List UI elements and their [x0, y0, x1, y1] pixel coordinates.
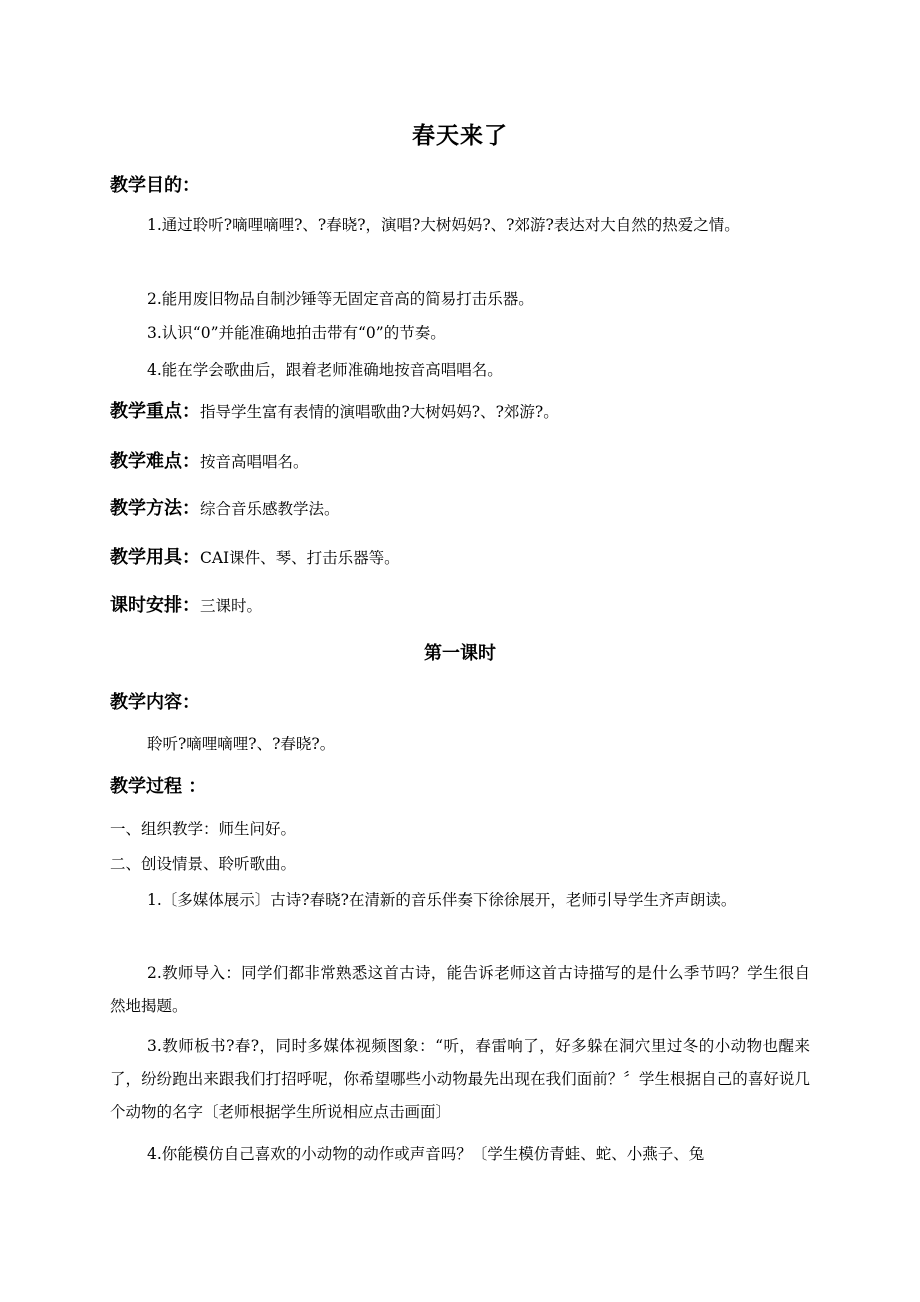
objective-item-3: 3.认识“0”并能准确地拍击带有“0”的节奏。 — [147, 324, 446, 342]
objective-item-4: 4.能在学会歌曲后，跟着老师准确地按音高唱唱名。 — [147, 361, 503, 379]
method-value: 综合音乐感教学法。 — [200, 500, 340, 518]
objective-item-1: 1.通过聆听?嘀哩嘀哩?、?春晓?，演唱?大树妈妈?、?郊游?表达对大自然的热爱之情。 — [147, 216, 740, 234]
sub-step-3: 3.教师板书?春?，同时多媒体视频图象：“听，春雷响了，好多躲在洞穴里过冬的小动物也醒来了，纷纷跑出来跟我们打招呼呢，你希望哪些小动物最先出现在我们面前？〞学生根据自己的喜好说几个动物的名字〔老师根据学生所说相应点击画面〕 — [110, 1037, 810, 1121]
content-label: 教学内容： — [110, 692, 200, 713]
sub-step-4: 4.你能模仿自己喜欢的小动物的动作或声音吗？〔学生模仿青蛙、蛇、小燕子、兔 — [147, 1145, 705, 1163]
sub-step-2: 2.教师导入：同学们都非常熟悉这首古诗，能告诉老师这首古诗描写的是什么季节吗？学生很自然地揭题。 — [110, 964, 810, 1015]
tools-label: 教学用具： — [110, 547, 200, 568]
process-step-1: 一、组织教学：师生问好。 — [110, 820, 297, 838]
method-label: 教学方法： — [110, 498, 200, 519]
key-points-row — [110, 397, 810, 427]
schedule-label: 课时安排： — [110, 595, 200, 616]
content-text: 聆听?嘀哩嘀哩?、?春晓?。 — [147, 735, 336, 753]
difficulty-value: 按音高唱唱名。 — [200, 453, 309, 471]
method-row — [110, 494, 810, 524]
document-title: 春天来了 — [412, 123, 508, 149]
difficulty-row — [110, 447, 810, 477]
content-heading — [110, 688, 810, 718]
sub-step-1: 1.〔多媒体展示〕古诗?春晓?在清新的音乐伴奏下徐徐展开，老师引导学生齐声朗读。 — [147, 891, 737, 909]
difficulty-label: 教学难点： — [110, 451, 200, 472]
process-heading — [110, 772, 810, 802]
objectives-label: 教学目的： — [110, 175, 200, 196]
tools-row — [110, 543, 810, 573]
schedule-value: 三课时。 — [200, 597, 263, 615]
key-points-label: 教学重点： — [110, 401, 200, 422]
lesson-heading: 第一课时 — [424, 643, 496, 664]
tools-value: CAI课件、琴、打击乐器等。 — [200, 549, 400, 567]
objective-item-2: 2.能用废旧物品自制沙锤等无固定音高的简易打击乐器。 — [147, 290, 534, 308]
objectives-heading — [110, 171, 810, 201]
process-step-2: 二、创设情景、聆听歌曲。 — [110, 855, 297, 873]
key-points-value: 指导学生富有表情的演唱歌曲?大树妈妈?、?郊游?。 — [200, 403, 559, 421]
schedule-row — [110, 591, 810, 621]
process-label: 教学过程 ： — [110, 776, 207, 797]
